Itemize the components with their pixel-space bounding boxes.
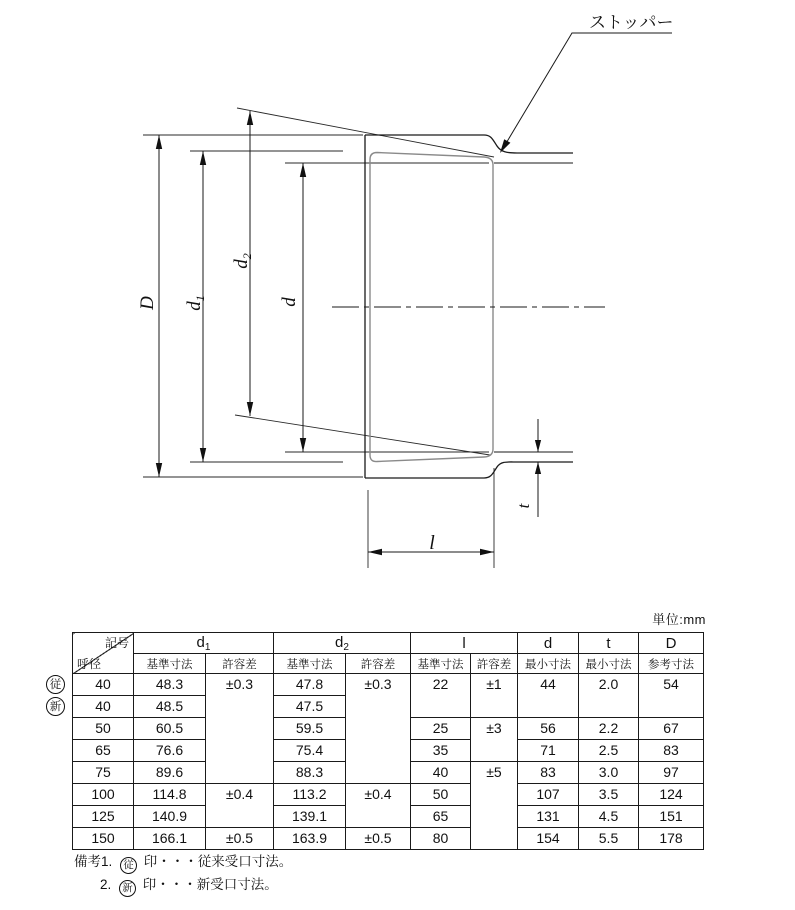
- cell-d2: 113.2: [274, 784, 346, 806]
- header-d2: [274, 633, 411, 654]
- header-t: t: [579, 633, 639, 654]
- cell-D: 124: [639, 784, 704, 806]
- cell-l-tol: ±5: [471, 762, 518, 850]
- ext-taper-bottom: [235, 415, 490, 455]
- cell-d2: 88.3: [274, 762, 346, 784]
- arrow-l-left: [368, 549, 382, 555]
- arrow-d1-bottom: [200, 448, 206, 462]
- row-marker-ju: 従: [46, 675, 65, 694]
- cell-d1-tol: ±0.4: [206, 784, 274, 828]
- cell-t: 3.0: [579, 762, 639, 784]
- arrow-d2-top: [247, 111, 253, 125]
- cell-d2-tol: ±0.3: [346, 674, 411, 784]
- cell-d2: 75.4: [274, 740, 346, 762]
- header-l-tolerance: 許容差: [471, 654, 518, 674]
- cell-d1: 166.1: [134, 828, 206, 850]
- cell-t: 2.5: [579, 740, 639, 762]
- cell-t: 3.5: [579, 784, 639, 806]
- header-l-standard: 基準寸法: [411, 654, 471, 674]
- cell-l: 65: [411, 806, 471, 828]
- cell-dia: 65: [73, 740, 134, 762]
- cell-d1: 114.8: [134, 784, 206, 806]
- cell-dia: 75: [73, 762, 134, 784]
- table-row: [73, 828, 704, 850]
- cell-l: 50: [411, 784, 471, 806]
- header-d2-standard: 基準寸法: [274, 654, 346, 674]
- cell-d: 71: [518, 740, 579, 762]
- stopper-label: ストッパー: [589, 13, 674, 32]
- header-corner-cell: [73, 633, 134, 674]
- extension-lines: [143, 108, 494, 568]
- cell-d2-tol: ±0.5: [346, 828, 411, 850]
- label-d1: [184, 295, 207, 311]
- stopper-leader-arrow: [500, 139, 510, 153]
- cell-d2: 163.9: [274, 828, 346, 850]
- cell-d2: 59.5: [274, 718, 346, 740]
- arrow-D-top: [156, 135, 162, 149]
- dimension-arrowheads: [156, 111, 541, 555]
- cell-l-tol: ±3: [471, 718, 518, 762]
- cell-dia: 125: [73, 806, 134, 828]
- cell-d: 44: [518, 674, 579, 718]
- cell-d: 83: [518, 762, 579, 784]
- header-symbol: 記号: [104, 636, 129, 650]
- cell-l: 22: [411, 674, 471, 718]
- note-2-text: 印・・・新受口寸法。: [142, 877, 278, 892]
- cell-t: 4.5: [579, 806, 639, 828]
- cell-d: 154: [518, 828, 579, 850]
- dimension-table: [72, 632, 704, 850]
- header-d2-sub: 2: [343, 641, 349, 653]
- cell-D: 54: [639, 674, 704, 718]
- arrow-d1-top: [200, 151, 206, 165]
- arrow-l-right: [480, 549, 494, 555]
- cell-D: 83: [639, 740, 704, 762]
- label-d: d: [279, 297, 300, 307]
- cell-t: 2.0: [579, 674, 639, 718]
- cell-d1: 60.5: [134, 718, 206, 740]
- header-d1-sub: 1: [204, 641, 211, 653]
- cell-dia: 40: [73, 696, 134, 718]
- label-d2-sub: 2: [240, 253, 254, 260]
- arrow-d-bottom: [300, 438, 306, 452]
- cell-t: 2.2: [579, 718, 639, 740]
- header-d2-base: d: [335, 633, 344, 651]
- cell-d1: 140.9: [134, 806, 206, 828]
- note-1-text: 印・・・従来受口寸法。: [143, 854, 293, 869]
- row-marker-shin: 新: [46, 697, 65, 716]
- note-1-marker: 従: [120, 857, 137, 874]
- header-d1: [134, 633, 274, 654]
- cell-d2: 47.5: [274, 696, 346, 718]
- cell-D: 151: [639, 806, 704, 828]
- label-l: l: [429, 532, 435, 554]
- cell-d1: 48.5: [134, 696, 206, 718]
- cell-dia: 50: [73, 718, 134, 740]
- cell-l: 80: [411, 828, 471, 850]
- cell-D: 178: [639, 828, 704, 850]
- cell-d2-tol: ±0.4: [346, 784, 411, 828]
- note-2-prefix: 2.: [100, 877, 112, 892]
- cell-dia: 150: [73, 828, 134, 850]
- cell-d2: 47.8: [274, 674, 346, 696]
- cell-dia: 40: [73, 674, 134, 696]
- socket-outer-bottom: [365, 462, 573, 478]
- cell-d2: 139.1: [274, 806, 346, 828]
- label-d2: [231, 253, 254, 269]
- cell-d1: 89.6: [134, 762, 206, 784]
- cell-d1: 76.6: [134, 740, 206, 762]
- label-d1-sub: 1: [193, 295, 207, 302]
- header-nominal-diameter: 呼径: [77, 657, 102, 671]
- cell-d: 56: [518, 718, 579, 740]
- header-d2-tolerance: 許容差: [346, 654, 411, 674]
- arrow-t-upper: [535, 440, 541, 452]
- cell-d1-tol: ±0.3: [206, 674, 274, 784]
- cell-d: 107: [518, 784, 579, 806]
- arrow-d-top: [300, 163, 306, 177]
- note-line-2: [74, 874, 292, 897]
- unit-label: 単位:mm: [652, 612, 706, 627]
- note-2-marker: 新: [119, 880, 136, 897]
- header-l: l: [411, 633, 518, 654]
- label-d2-base: d: [231, 259, 252, 269]
- cell-l: 25: [411, 718, 471, 740]
- cell-l: 40: [411, 762, 471, 784]
- arrow-d2-bottom: [247, 402, 253, 416]
- label-d1-base: d: [184, 301, 205, 311]
- note-line-1: [74, 851, 292, 874]
- header-D: D: [639, 633, 704, 654]
- header-d1-tolerance: 許容差: [206, 654, 274, 674]
- cell-d: 131: [518, 806, 579, 828]
- cell-d1: 48.3: [134, 674, 206, 696]
- label-D: D: [137, 296, 158, 310]
- header-d1-standard: 基準寸法: [134, 654, 206, 674]
- table-row: [73, 674, 704, 696]
- cell-l: 35: [411, 740, 471, 762]
- stopper-callout: [500, 13, 674, 153]
- dimension-labels: [137, 253, 533, 554]
- header-d-min: 最小寸法: [518, 654, 579, 674]
- cell-l-tol: ±1: [471, 674, 518, 718]
- cell-D: 67: [639, 718, 704, 740]
- socket-outer-top: [365, 135, 573, 153]
- arrow-D-bottom: [156, 463, 162, 477]
- label-t: t: [514, 503, 533, 509]
- table-row: [73, 784, 704, 806]
- header-t-min: 最小寸法: [579, 654, 639, 674]
- notes: [74, 851, 292, 897]
- dimension-lines: [159, 111, 538, 552]
- cell-d1-tol: ±0.5: [206, 828, 274, 850]
- header-D-ref: 参考寸法: [639, 654, 704, 674]
- cell-dia: 100: [73, 784, 134, 806]
- note-1-prefix: 備考1.: [74, 854, 113, 869]
- arrow-t-lower: [535, 462, 541, 474]
- stopper-leader-line: [502, 33, 672, 150]
- cell-t: 5.5: [579, 828, 639, 850]
- cell-D: 97: [639, 762, 704, 784]
- header-d: d: [518, 633, 579, 654]
- header-d1-base: d: [196, 633, 205, 651]
